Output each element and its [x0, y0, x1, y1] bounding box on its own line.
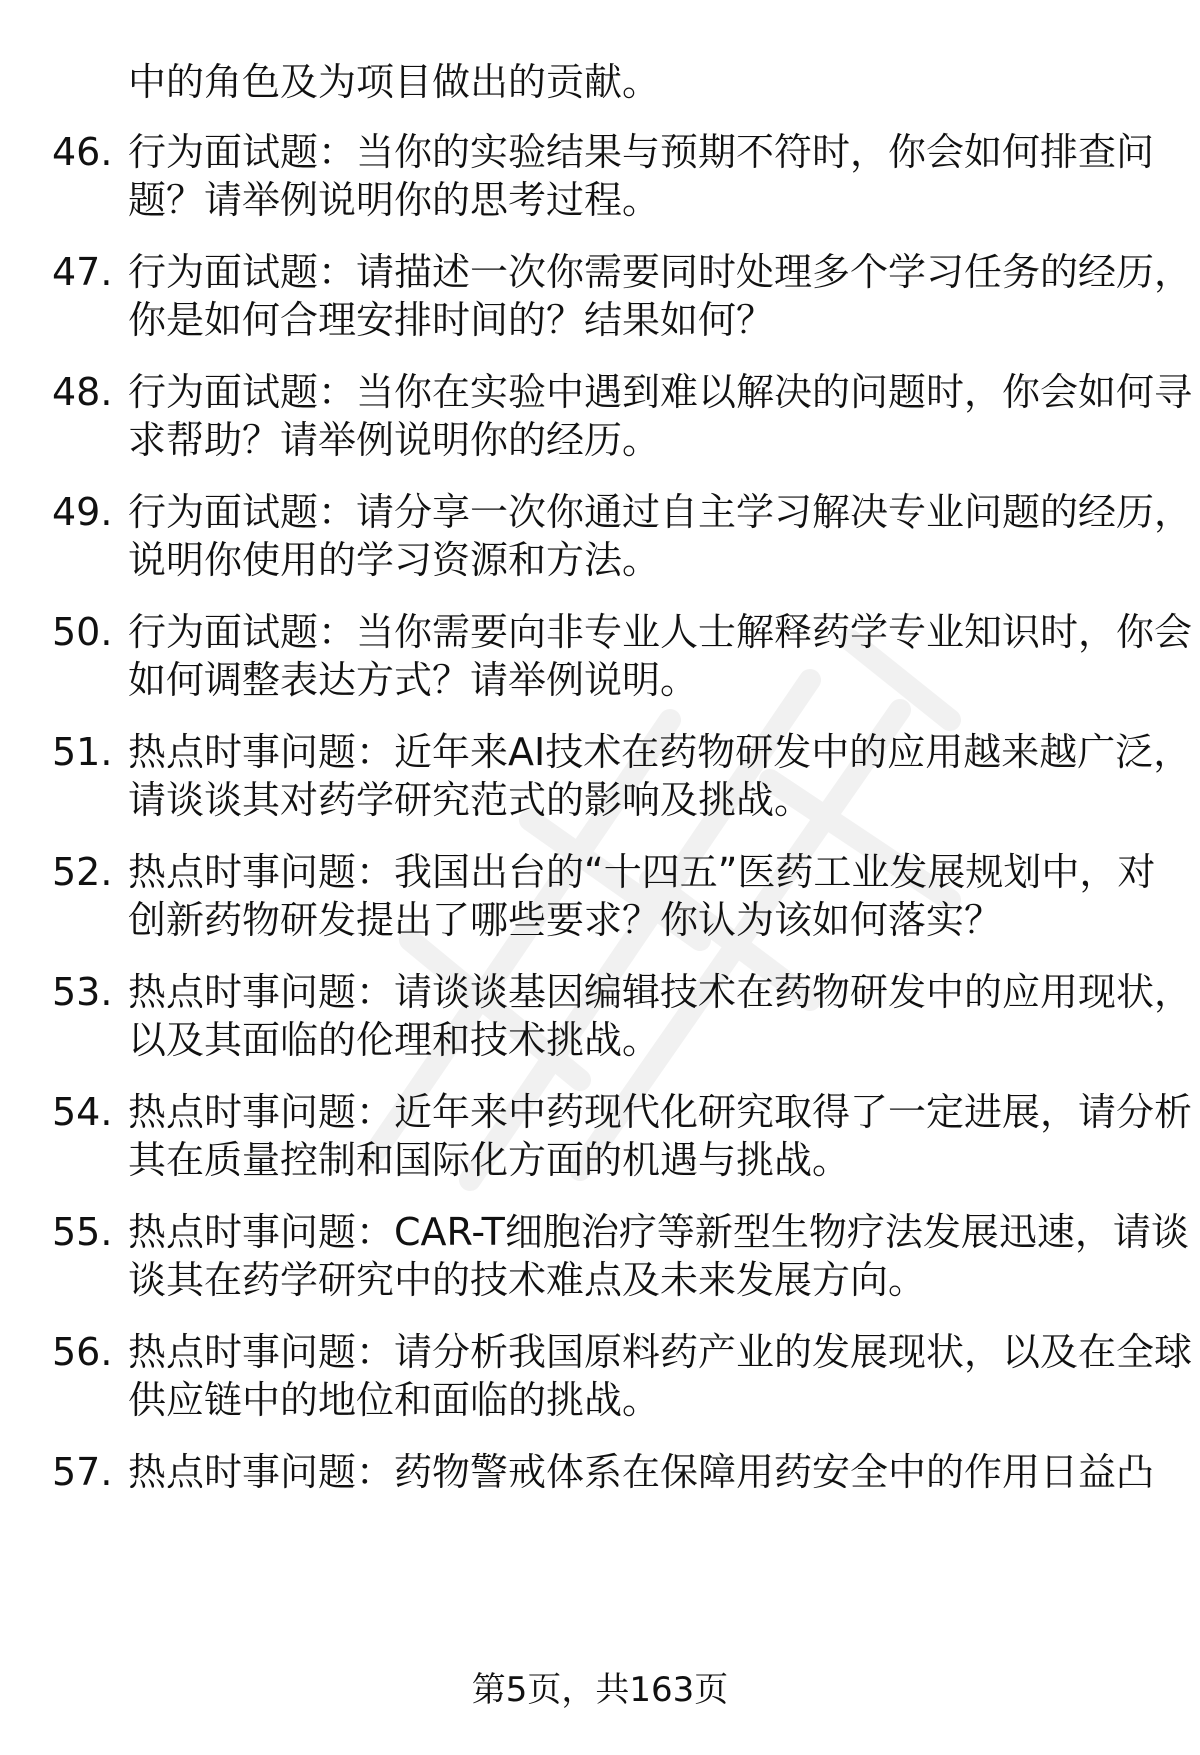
item-line: 谈其在药学研究中的技术难点及未来发展方向。 — [128, 1258, 927, 1302]
item-text — [128, 488, 1193, 584]
item-line: 求帮助？请举例说明你的经历。 — [128, 418, 661, 462]
item-number: 53. — [52, 970, 113, 1014]
item-line: 请谈谈其对药学研究范式的影响及挑战。 — [128, 778, 813, 822]
continuation-text: 中的角色及为项目做出的贡献。 — [128, 60, 661, 104]
item-line: 如何调整表达方式？请举例说明。 — [128, 658, 699, 702]
item-number: 49. — [52, 490, 113, 534]
item-line: 热点时事问题：请谈谈基因编辑技术在药物研发中的应用现状， — [128, 970, 1193, 1014]
item-number: 56. — [52, 1330, 113, 1374]
item-line: 创新药物研发提出了哪些要求？你认为该如何落实？ — [128, 898, 1003, 942]
item-line: 其在质量控制和国际化方面的机遇与挑战。 — [128, 1138, 851, 1182]
item-text — [128, 728, 1192, 824]
item-line: 热点时事问题：近年来AI技术在药物研发中的应用越来越广泛， — [128, 730, 1192, 774]
item-line: 说明你使用的学习资源和方法。 — [128, 538, 661, 582]
item-text — [128, 128, 1155, 224]
item-number: 46. — [52, 130, 113, 174]
item-line: 行为面试题：请分享一次你通过自主学习解决专业问题的经历， — [128, 490, 1193, 534]
item-line: 行为面试题：当你需要向非专业人士解释药学专业知识时，你会 — [128, 610, 1193, 654]
item-line: 供应链中的地位和面临的挑战。 — [128, 1378, 661, 1422]
item-line: 行为面试题：当你在实验中遇到难以解决的问题时，你会如何寻 — [128, 370, 1193, 414]
item-text — [128, 1088, 1193, 1184]
item-number: 51. — [52, 730, 113, 774]
item-text — [128, 968, 1193, 1064]
item-line: 行为面试题：当你的实验结果与预期不符时，你会如何排查问 — [128, 130, 1155, 174]
item-text — [128, 1448, 1155, 1496]
item-number: 55. — [52, 1210, 113, 1254]
item-text — [128, 248, 1193, 344]
item-line: 热点时事问题：近年来中药现代化研究取得了一定进展，请分析 — [128, 1090, 1193, 1134]
item-number: 47. — [52, 250, 113, 294]
item-number: 54. — [52, 1090, 113, 1134]
item-text — [128, 848, 1156, 944]
item-text — [128, 368, 1193, 464]
item-line: 热点时事问题：药物警戒体系在保障用药安全中的作用日益凸 — [128, 1450, 1155, 1494]
page-footer: 第5页，共163页 — [471, 1670, 729, 1710]
item-line: 热点时事问题：请分析我国原料药产业的发展现状，以及在全球 — [128, 1330, 1193, 1374]
item-line: 热点时事问题：我国出台的“十四五”医药工业发展规划中，对 — [128, 850, 1156, 894]
item-text — [128, 1328, 1193, 1424]
item-text — [128, 608, 1193, 704]
item-line: 行为面试题：请描述一次你需要同时处理多个学习任务的经历， — [128, 250, 1193, 294]
item-line: 热点时事问题：CAR-T细胞治疗等新型生物疗法发展迅速，请谈 — [128, 1210, 1189, 1254]
item-line: 以及其面临的伦理和技术挑战。 — [128, 1018, 661, 1062]
item-number: 50. — [52, 610, 113, 654]
item-line: 题？请举例说明你的思考过程。 — [128, 178, 661, 222]
item-number: 52. — [52, 850, 113, 894]
item-number: 57. — [52, 1450, 113, 1494]
item-number: 48. — [52, 370, 113, 414]
item-text — [128, 1208, 1189, 1304]
item-line: 你是如何合理安排时间的？结果如何？ — [128, 298, 775, 342]
